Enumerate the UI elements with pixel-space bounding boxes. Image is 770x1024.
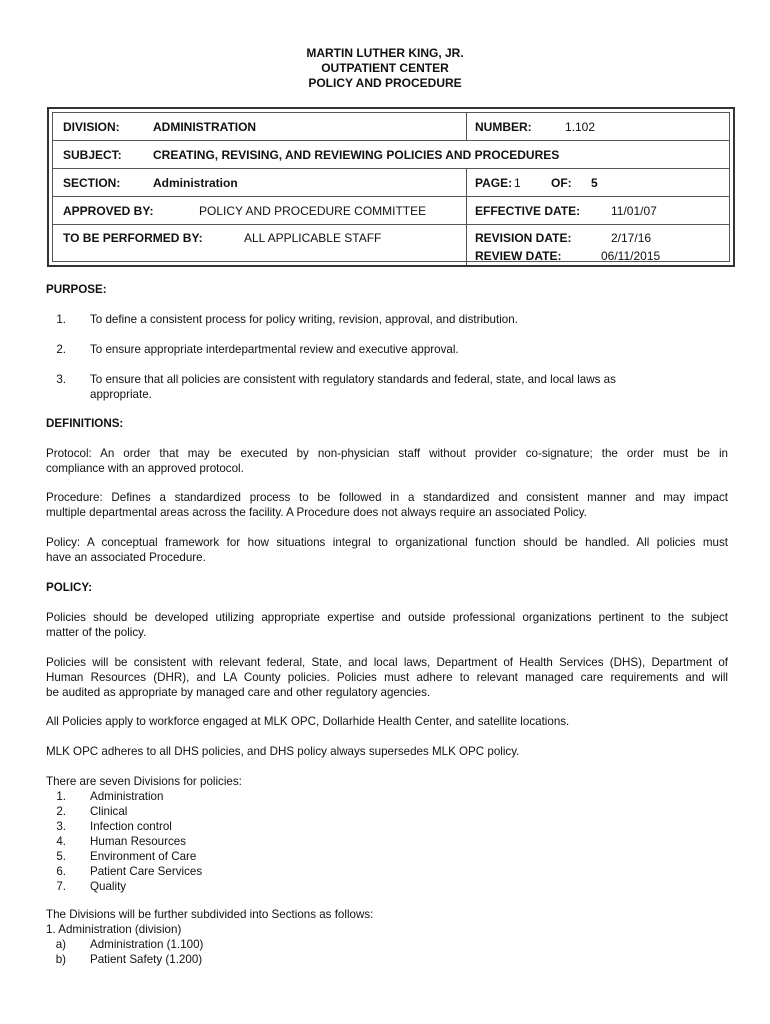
purpose-item-number: 3. [56, 373, 66, 386]
list-item: 6. Patient Care Services [56, 865, 203, 878]
purpose-item-text-cont: appropriate. [90, 388, 152, 401]
header-row-division [53, 113, 729, 141]
of-value: 5 [591, 176, 598, 190]
list-item: 2. Clinical [56, 805, 128, 818]
purpose-item-text: To ensure that all policies are consistent with regulatory standards and federal, state, and local laws as [90, 373, 616, 386]
purpose-item-3 [46, 372, 726, 402]
division-label: DIVISION: [63, 120, 120, 134]
definition-policy: Policy: A conceptual framework for how situations integral to organizational function should be handled. All policies must have an associated Procedure. [46, 536, 728, 564]
document-title [0, 46, 770, 91]
approved-label: APPROVED BY: [63, 204, 154, 218]
subject-label: SUBJECT: [63, 148, 122, 162]
header-row-performed [53, 225, 729, 265]
policy-paragraph-2: Policies will be consistent with relevant federal, State, and local laws, Department of Health Services (DHS), Department of Human Resources (DHR), and LA County policies. Policies must adhere to relevant managed care requirements and will be audited as appropriate by managed care and other regulatory agencies. [46, 656, 728, 699]
division-list [46, 789, 346, 894]
purpose-heading: PURPOSE: [46, 283, 107, 296]
effective-value: 11/01/07 [611, 204, 657, 218]
performed-value: ALL APPLICABLE STAFF [244, 231, 382, 245]
title-line-1: MARTIN LUTHER KING, JR. [306, 46, 464, 60]
list-item: 3. Infection control [56, 820, 172, 833]
divisions-intro: There are seven Divisions for policies: [46, 775, 242, 788]
header-row-section [53, 169, 729, 197]
division-value: ADMINISTRATION [153, 120, 257, 134]
subsection-list [46, 937, 346, 967]
review-label: REVIEW DATE: [475, 249, 562, 263]
header-row-subject [53, 141, 729, 169]
policy-paragraph-4: MLK OPC adheres to all DHS policies, and DHS policy always supersedes MLK OPC policy. [46, 745, 520, 758]
approved-value: POLICY AND PROCEDURE COMMITTEE [199, 204, 427, 218]
review-value: 06/11/2015 [601, 249, 661, 263]
subject-value: CREATING, REVISING, AND REVIEWING POLICIES AND PROCEDURES [153, 148, 560, 162]
header-row-approved [53, 197, 729, 225]
title-line-3: POLICY AND PROCEDURE [308, 76, 462, 90]
page-label: PAGE: [475, 176, 513, 190]
number-label: NUMBER: [475, 120, 532, 134]
list-item: 4. Human Resources [56, 835, 187, 848]
policy-paragraph-1: Policies should be developed utilizing appropriate expertise and outside professional organizations pertinent to the subject matter of the policy. [46, 611, 728, 639]
revision-value: 2/17/16 [611, 231, 652, 245]
policy-heading: POLICY: [46, 581, 93, 594]
policy-paragraph-3: All Policies apply to workforce engaged at MLK OPC, Dollarhide Health Center, and satellite locations. [46, 715, 570, 728]
definition-procedure: Procedure: Defines a standardized process to be followed in a standardized and consistent manner and may impact multiple departmental areas across the facility. A Procedure does not always require an associated Policy. [46, 491, 728, 519]
list-item: 1. Administration [56, 790, 164, 803]
list-item: 7. Quality [56, 880, 127, 893]
section-label: SECTION: [63, 176, 121, 190]
list-item: b) Patient Safety (1.200) [55, 953, 203, 966]
definitions-heading: DEFINITIONS: [46, 417, 124, 430]
sections-intro: The Divisions will be further subdivided into Sections as follows: [46, 908, 374, 921]
purpose-item-number: 2. [56, 343, 66, 356]
performed-label: TO BE PERFORMED BY: [63, 231, 203, 245]
section-value: Administration [153, 176, 238, 190]
effective-label: EFFECTIVE DATE: [475, 204, 581, 218]
number-value: 1.102 [565, 120, 596, 134]
sections-item: 1. Administration (division) [46, 923, 182, 936]
policy-header-table [47, 107, 735, 267]
purpose-item-text: To ensure appropriate interdepartmental review and executive approval. [90, 343, 459, 356]
purpose-item-text: To define a consistent process for policy writing, revision, approval, and distribution. [90, 313, 518, 326]
of-label: OF: [551, 176, 572, 190]
list-item: 5. Environment of Care [56, 850, 197, 863]
purpose-item-number: 1. [56, 313, 66, 326]
revision-label: REVISION DATE: [475, 231, 572, 245]
page-value: 1 [514, 176, 521, 190]
title-line-2: OUTPATIENT CENTER [321, 61, 449, 75]
list-item: a) Administration (1.100) [55, 938, 204, 951]
definition-protocol: Protocol: An order that may be executed by non-physician staff without provider co-signature; the order must be in compliance with an approved protocol. [46, 447, 728, 475]
